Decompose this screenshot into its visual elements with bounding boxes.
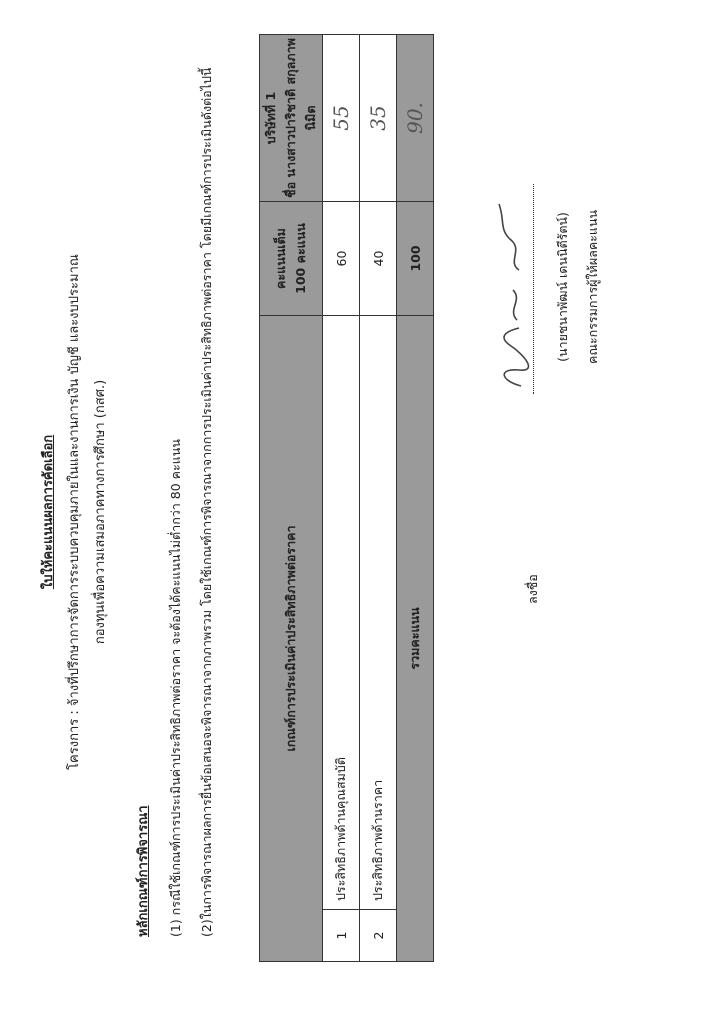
criteria-note-1: (1) กรณีใช้เกณฑ์การประเมินค่าประสิทธิภาพต่อราคา จะต้องได้คะแนนไม่ต่ำกว่า 80 คะแนน (168, 439, 183, 937)
max-score-header-line2: 100 คะแนน (293, 223, 308, 294)
company-header-line1: บริษัทที่ 1 (263, 91, 278, 145)
row-number: 1 (323, 910, 360, 962)
criteria-column-header: เกณฑ์การประเมินค่าประสิทธิภาพต่อราคา (260, 316, 323, 962)
table-header-row (260, 35, 323, 962)
score-table (259, 34, 434, 962)
total-max-score: 100 (397, 202, 434, 316)
total-row (397, 35, 434, 962)
max-score-column-header (260, 202, 323, 316)
criteria-note-2: (2)ในการพิจารณาผลการยื่นข้อเสนอจะพิจารณาจากภาพรวม โดยใช้เกณฑ์การพิจารณาจากการประเมินค่าประสิทธิภาพต่อราคา โดยมีเกณฑ์การประเมินดังต่อไปนี้ (199, 67, 214, 937)
row-criteria: ประสิทธิภาพด้านคุณสมบัติ (323, 316, 360, 910)
organization-line: กองทุนเพื่อความเสมอภาคทางการศึกษา (กสศ.) (93, 379, 108, 645)
table-row (360, 35, 397, 962)
row-handwritten-score: 35 (360, 35, 397, 202)
signature-line (533, 184, 534, 394)
project-line: โครงการ : จ้างที่ปรึกษาการจัดการระบบควบคุมภายในและงานการเงิน บัญชี และงบประมาณ (67, 254, 82, 770)
total-label: รวมคะแนน (397, 316, 434, 962)
total-handwritten-score: 90. (397, 35, 434, 202)
row-handwritten-score: 55 (323, 35, 360, 202)
table-row (323, 35, 360, 962)
row-max-score: 60 (323, 202, 360, 316)
signatory-name: (นายชนาพัฒน์ เดนนิตีรัตน์) (555, 212, 570, 362)
signature-block (485, 164, 645, 604)
document-title: ใบให้คะแนนผลการคัดเลือก (41, 434, 56, 590)
row-max-score: 40 (360, 202, 397, 316)
signatory-role: คณะกรรมการผู้ให้ผลคะแนน (585, 209, 600, 365)
signature-label: ลงชื่อ (525, 574, 540, 604)
criteria-heading: หลักเกณฑ์การพิจารณา (136, 805, 151, 937)
row-criteria: ประสิทธิภาพด้านราคา (360, 316, 397, 910)
company-header-line2: ชื่อ นางสาวปาริชาติ สกุลภาพนิมิต (283, 38, 318, 198)
company-column-header (260, 35, 323, 202)
max-score-header-line1: คะแนนเต็ม (273, 228, 288, 289)
row-number: 2 (360, 910, 397, 962)
